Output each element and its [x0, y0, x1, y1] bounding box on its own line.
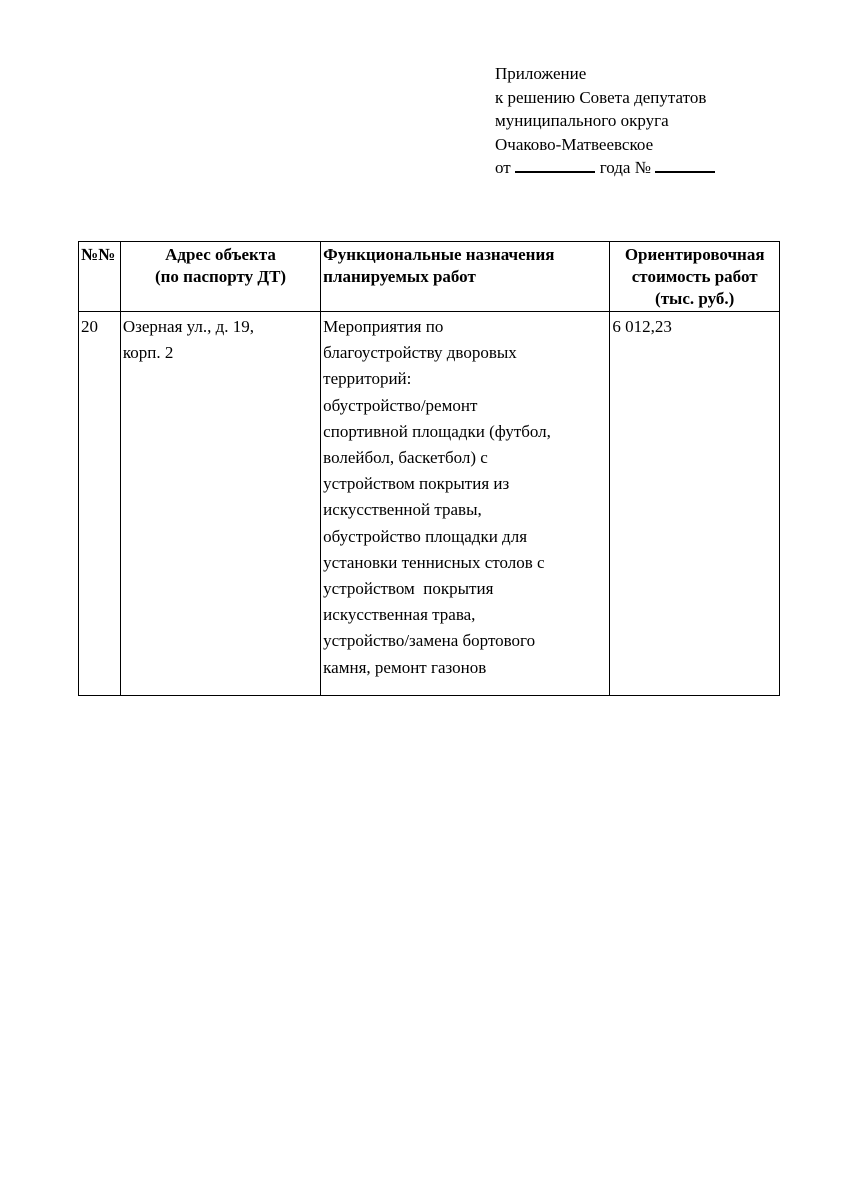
header-cost — [610, 242, 780, 312]
purpose-line: искусственной травы, — [323, 500, 482, 520]
header-cost-line1: Ориентировочная — [624, 245, 765, 264]
table-row — [79, 312, 780, 696]
purpose-line: спортивной площадки (футбол, — [323, 421, 551, 441]
header-purpose-line2: планируемых работ — [323, 267, 476, 286]
header-cost-line2: стоимость работ — [631, 267, 758, 286]
purpose-line: обустройство/ремонт — [323, 395, 478, 415]
purpose-line: искусственная трава, — [323, 605, 476, 625]
purpose-line: камня, ремонт газонов — [323, 657, 487, 677]
header-number — [79, 242, 121, 312]
purpose-line: устройство/замена бортового — [323, 631, 536, 651]
purpose-line: волейбол, баскетбол) с — [323, 448, 488, 468]
purpose-line: установки теннисных столов с — [323, 552, 545, 572]
header-purpose — [321, 242, 610, 312]
appendix-decision-line: к решению Совета депутатов — [495, 87, 707, 107]
appendix-title: Приложение — [495, 64, 587, 83]
date-blank — [515, 157, 595, 173]
header-purpose-line1: Функциональные назначения — [323, 245, 555, 264]
header-address — [120, 242, 320, 312]
date-number-label: года № — [599, 158, 651, 177]
purpose-line: Мероприятия по — [323, 317, 444, 336]
purpose-line: устройством покрытия из — [323, 474, 510, 494]
header-number-label: №№ — [81, 245, 116, 264]
header-address-line2: (по паспорту ДТ) — [154, 267, 287, 286]
appendix-date-line — [495, 156, 715, 180]
row-purpose — [321, 312, 610, 696]
header-address-line1: Адрес объекта — [165, 245, 276, 264]
row-address-line1: Озерная ул., д. 19, — [122, 317, 255, 336]
appendix-district-line: муниципального округа — [495, 111, 669, 130]
row-address — [120, 312, 320, 696]
appendix-header — [495, 62, 715, 180]
row-number: 20 — [79, 312, 121, 696]
row-address-line2: корп. 2 — [122, 343, 174, 363]
purpose-line: обустройство площадки для — [323, 526, 528, 546]
date-prefix: от — [495, 158, 511, 177]
purpose-line: устройством покрытия — [323, 579, 494, 599]
purpose-line: территорий: — [323, 369, 412, 389]
number-blank — [655, 157, 715, 173]
works-table — [78, 241, 780, 696]
appendix-district-name: Очаково-Матвеевское — [495, 134, 654, 154]
row-cost: 6 012,23 — [610, 312, 780, 696]
header-cost-line3: (тыс. руб.) — [655, 289, 735, 308]
purpose-line: благоустройству дворовых — [323, 343, 517, 363]
table-header-row — [79, 242, 780, 312]
